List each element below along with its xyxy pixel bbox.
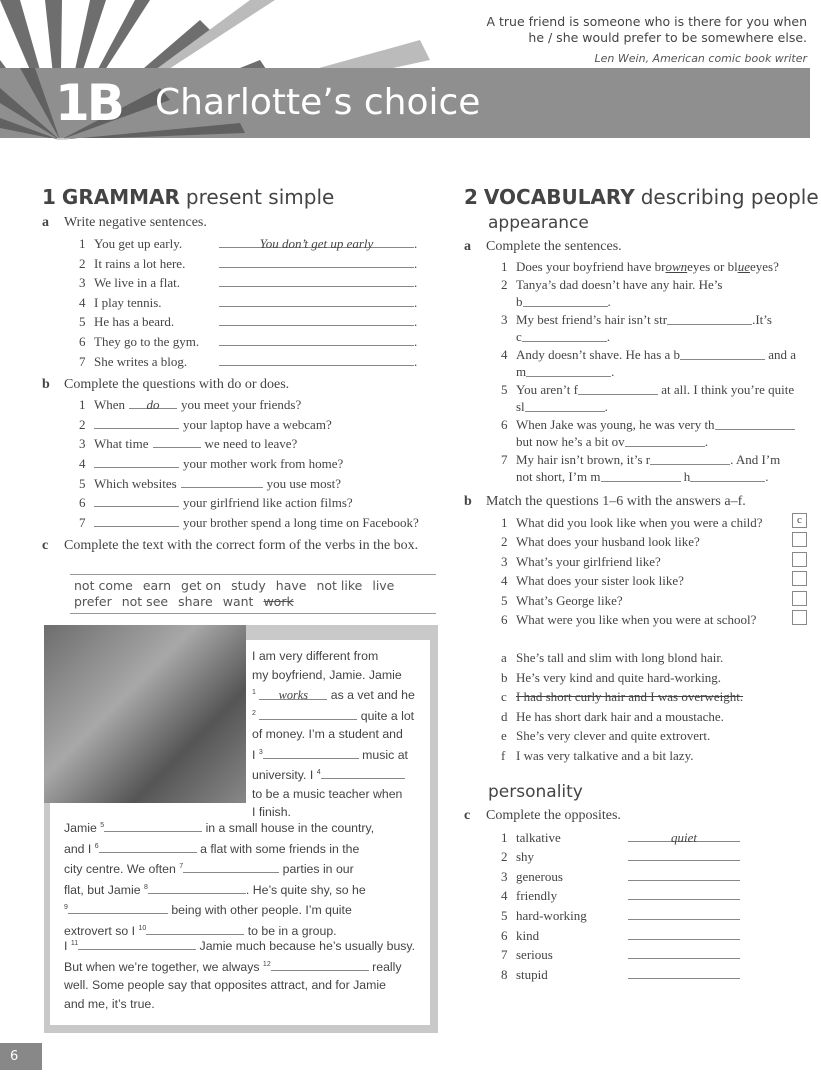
list-item: 3 We live in a flat. . bbox=[42, 273, 442, 293]
exercise-letter: a bbox=[464, 239, 471, 254]
answer-blank[interactable] bbox=[94, 415, 179, 429]
item-text: but now he’s a bit ov bbox=[516, 434, 625, 449]
instruction: Complete the questions with do or does. bbox=[64, 377, 290, 393]
item-text: Does your boyfriend have br bbox=[516, 259, 666, 274]
item-text: you use most? bbox=[266, 475, 342, 491]
item-number: 3 bbox=[501, 868, 508, 884]
item-text: I had short curly hair and I was overweight. bbox=[516, 689, 744, 705]
answer-blank[interactable] bbox=[650, 451, 730, 465]
item-text: When bbox=[94, 397, 126, 413]
answer-blank[interactable] bbox=[628, 906, 740, 920]
answer-blank[interactable] bbox=[525, 398, 605, 412]
item-number: 3 bbox=[501, 553, 508, 569]
story-text: Jamie much because he’s usually busy. bbox=[199, 939, 416, 954]
story-text: in a small house in the country, bbox=[205, 821, 375, 836]
item-number: 7 bbox=[79, 514, 86, 530]
word-option: share bbox=[178, 594, 213, 609]
item-number: 8 bbox=[501, 966, 508, 982]
item-text: We live in a flat. bbox=[94, 275, 180, 291]
answer-blank[interactable] bbox=[219, 293, 414, 307]
list-item bbox=[464, 828, 814, 848]
answer-blank[interactable] bbox=[625, 433, 705, 447]
list-item bbox=[464, 847, 814, 867]
item-text: friendly bbox=[516, 888, 558, 904]
story-text: university. I bbox=[252, 768, 314, 783]
list-item bbox=[464, 648, 814, 668]
list-item bbox=[42, 474, 442, 494]
answer-blank[interactable] bbox=[148, 880, 246, 894]
answer-blank[interactable] bbox=[219, 332, 414, 346]
list-item bbox=[464, 926, 814, 946]
section-title: VOCABULARY bbox=[483, 185, 635, 209]
word-option: study bbox=[231, 578, 266, 593]
story-text: I finish. bbox=[252, 805, 291, 820]
couple-photo bbox=[44, 625, 246, 803]
item-text: Which websites bbox=[94, 475, 177, 491]
item-number: 3 bbox=[501, 311, 508, 327]
answer-blank[interactable] bbox=[271, 957, 369, 971]
list-item bbox=[42, 454, 442, 474]
item-text: eyes? bbox=[749, 259, 779, 274]
item-text: your mother work from home? bbox=[183, 455, 344, 471]
answer-blank[interactable] bbox=[628, 945, 740, 959]
item-text: at all. I think you’re quite bbox=[661, 381, 795, 397]
list-item bbox=[464, 610, 814, 630]
answer-blank[interactable] bbox=[259, 706, 357, 720]
answer-blank[interactable]: works bbox=[259, 686, 327, 700]
item-number: 4 bbox=[79, 294, 86, 310]
quote-author: Len Wein, American comic book writer bbox=[594, 52, 807, 65]
item-number: 5 bbox=[79, 314, 86, 330]
list-item: 4 I play tennis. . bbox=[42, 293, 442, 313]
story-text: I am very different from bbox=[252, 649, 379, 663]
list-item-continuation: c . bbox=[516, 329, 611, 344]
list-item bbox=[42, 434, 442, 454]
item-text: generous bbox=[516, 868, 563, 884]
item-number: 3 bbox=[79, 275, 86, 291]
item-text: h bbox=[683, 469, 691, 484]
page-title: Charlotte’s choice bbox=[155, 82, 481, 123]
list-item bbox=[464, 707, 814, 727]
list-item bbox=[464, 381, 814, 399]
list-item bbox=[464, 346, 814, 364]
item-text: What does your husband look like? bbox=[516, 534, 700, 550]
item-letter: c bbox=[501, 689, 507, 705]
story-text: extrovert so I bbox=[64, 924, 136, 939]
item-number: 4 bbox=[79, 455, 86, 471]
story-text: I bbox=[64, 939, 68, 954]
section-title: GRAMMAR bbox=[61, 185, 180, 209]
story-text: music at bbox=[362, 747, 408, 762]
exercise-letter: c bbox=[464, 807, 471, 823]
story-text: But when we’re together, we always bbox=[64, 959, 260, 974]
item-number: 6 bbox=[79, 495, 86, 511]
instruction: Complete the sentences. bbox=[486, 239, 622, 254]
word-option: earn bbox=[142, 578, 172, 593]
item-text: He has a beard. bbox=[94, 314, 175, 330]
item-text: He has short dark hair and a moustache. bbox=[516, 708, 724, 724]
story-text: quite a lot bbox=[360, 708, 415, 723]
word-option: not come bbox=[74, 578, 133, 593]
answer-blank[interactable] bbox=[94, 454, 179, 468]
answer-checkbox[interactable] bbox=[792, 571, 807, 586]
answer-checkbox[interactable] bbox=[792, 532, 807, 547]
list-item bbox=[464, 532, 814, 552]
section-subtitle: present simple bbox=[185, 185, 335, 209]
item-text: . And I’m bbox=[730, 451, 781, 467]
list-item bbox=[464, 591, 814, 611]
quote-line: he / she would prefer to be somewhere else. bbox=[528, 30, 807, 45]
word-box bbox=[70, 574, 436, 614]
list-item bbox=[464, 746, 814, 766]
instruction: Complete the opposites. bbox=[486, 807, 621, 823]
item-text: eyes or bl bbox=[687, 259, 738, 274]
item-number: 4 bbox=[501, 346, 508, 362]
answer-blank[interactable] bbox=[153, 434, 201, 448]
story-text: Jamie bbox=[64, 821, 97, 836]
list-item-continuation: m . bbox=[516, 364, 615, 379]
item-number: 6 bbox=[501, 927, 508, 943]
list-item: 6 They go to the gym. . bbox=[42, 332, 442, 352]
item-text: Andy doesn’t shave. He has a b bbox=[516, 346, 681, 362]
word-option: live bbox=[372, 578, 395, 593]
story-text: and me, it’s true. bbox=[64, 996, 155, 1011]
item-text: She’s very clever and quite extrovert. bbox=[516, 728, 711, 744]
answer-blank[interactable] bbox=[219, 273, 414, 287]
story-text: well. Some people say that opposites attract, and for Jamie bbox=[64, 978, 386, 993]
item-number: 6 bbox=[79, 333, 86, 349]
item-number: 1 bbox=[501, 259, 508, 274]
story-text: my boyfriend, Jamie. Jamie bbox=[252, 667, 402, 682]
word-option: want bbox=[222, 594, 254, 609]
item-text: My best friend’s hair isn’t str bbox=[516, 311, 668, 327]
exercise-letter: b bbox=[464, 493, 472, 509]
item-text: He’s very kind and quite hard-working. bbox=[516, 669, 722, 685]
section-heading bbox=[464, 185, 819, 209]
item-number: 6 bbox=[501, 612, 508, 628]
list-item bbox=[464, 965, 814, 985]
item-number: 1 bbox=[501, 829, 508, 845]
item-text: She writes a blog. bbox=[94, 353, 188, 369]
list-item: 1 You get up early. You don’t get up early . bbox=[42, 234, 442, 254]
item-text: You get up early. bbox=[94, 236, 183, 251]
item-letter: f bbox=[501, 748, 506, 764]
list-item-continuation: sl . bbox=[516, 399, 608, 414]
item-number: 5 bbox=[501, 381, 508, 397]
item-number: 5 bbox=[79, 475, 86, 491]
story-text: city centre. We often bbox=[64, 862, 176, 877]
answer-blank[interactable] bbox=[680, 346, 765, 360]
item-text: My hair isn’t brown, it’s r bbox=[516, 451, 651, 467]
story-text: flat, but Jamie bbox=[64, 882, 141, 897]
item-text: . bbox=[607, 294, 611, 309]
section-subtitle: describing people bbox=[640, 185, 819, 209]
story-text: a flat with some friends in the bbox=[200, 841, 360, 856]
item-number: 7 bbox=[79, 353, 86, 369]
answer-checkbox[interactable] bbox=[792, 552, 807, 567]
answer-blank[interactable] bbox=[94, 513, 179, 527]
list-item bbox=[464, 906, 814, 926]
answer-blank[interactable] bbox=[628, 867, 740, 881]
answer-blank[interactable] bbox=[146, 921, 244, 935]
item-text: You aren’t f bbox=[516, 381, 578, 397]
item-text: It’s bbox=[755, 311, 772, 327]
item-number: 5 bbox=[501, 908, 508, 923]
word-option: prefer bbox=[74, 594, 112, 609]
list-item: 2 It rains a lot here. . bbox=[42, 254, 442, 274]
item-text: not short, I’m m bbox=[516, 469, 601, 484]
item-text: What were you like when you were at school? bbox=[516, 612, 757, 628]
story-paragraph-2: Jamie $^5$ in a small house in the country, and I $^6$ a flat with some friends in the city centre. We often $^7$ parties in our flat, but Jamie $^8$ . He’s quite shy, so he $^9$ being with other people. I’m quite extrovert so I $^{10}$ to be in a group. bbox=[64, 817, 424, 941]
instruction: Write negative sentences. bbox=[64, 215, 207, 230]
item-text: your brother spend a long time on Facebook? bbox=[183, 514, 419, 530]
answer-blank[interactable] bbox=[68, 900, 168, 914]
list-item: 7 She writes a blog. . bbox=[42, 352, 442, 372]
list-item bbox=[42, 395, 442, 415]
exercise-a bbox=[42, 215, 442, 231]
item-text: I play tennis. bbox=[94, 294, 162, 310]
list-item bbox=[464, 867, 814, 887]
list-item bbox=[464, 945, 814, 965]
item-text: we need to leave? bbox=[204, 436, 298, 452]
item-text: What does your sister look like? bbox=[516, 573, 684, 589]
answer-blank[interactable] bbox=[526, 363, 611, 377]
item-text: I was very talkative and a bit lazy. bbox=[516, 748, 694, 764]
exercise-c bbox=[464, 808, 814, 824]
answer-blank[interactable] bbox=[181, 474, 263, 488]
item-text: kind bbox=[516, 927, 540, 943]
answer-blank[interactable]: quiet bbox=[628, 828, 740, 842]
item-text: sl bbox=[516, 399, 525, 414]
story-text: to be a music teacher when bbox=[252, 786, 403, 801]
list-item: 5 He has a beard. . bbox=[42, 312, 442, 332]
answer-checkbox[interactable]: c bbox=[792, 513, 807, 528]
item-text: c bbox=[516, 329, 522, 344]
list-item bbox=[464, 886, 814, 906]
answer-blank[interactable]: do bbox=[129, 395, 177, 409]
item-number: 5 bbox=[501, 592, 508, 608]
answer-checkbox[interactable] bbox=[792, 591, 807, 606]
item-text: shy bbox=[516, 849, 535, 865]
list-item: 3 My best friend’s hair isn’t str . It’s bbox=[501, 311, 772, 327]
story-text: . He’s quite shy, so he bbox=[245, 882, 366, 897]
answer-blank[interactable] bbox=[578, 381, 658, 395]
list-item bbox=[464, 668, 814, 688]
item-text: hard-working bbox=[516, 908, 587, 923]
answer-blank[interactable] bbox=[219, 254, 414, 268]
word-option: work bbox=[263, 594, 294, 609]
item-text: It rains a lot here. bbox=[94, 255, 186, 271]
answer-blank[interactable] bbox=[628, 886, 740, 900]
item-text: What did you look like when you were a child? bbox=[516, 514, 763, 530]
item-text: Tanya’s dad doesn’t have any hair. He’s bbox=[516, 276, 723, 292]
item-number: 1 bbox=[501, 514, 508, 530]
list-item bbox=[464, 513, 814, 533]
item-text: stupid bbox=[516, 966, 548, 982]
word-option: not like bbox=[316, 578, 363, 593]
item-text: talkative bbox=[516, 829, 561, 845]
story-text: being with other people. I’m quite bbox=[171, 903, 352, 918]
story-text: as a vet and he bbox=[330, 688, 415, 703]
answer-blank[interactable] bbox=[628, 847, 740, 861]
page-number: 6 bbox=[0, 1043, 42, 1070]
answer-blank[interactable] bbox=[628, 965, 740, 979]
answer-blank[interactable] bbox=[523, 293, 608, 307]
item-number: 2 bbox=[501, 276, 508, 292]
item-text: m bbox=[516, 364, 527, 379]
exercise-b bbox=[42, 377, 442, 393]
list-item bbox=[42, 513, 442, 533]
example-answer: ue bbox=[737, 259, 750, 274]
item-text: What’s George like? bbox=[516, 592, 623, 608]
story-text: really bbox=[372, 959, 402, 974]
list-item-continuation: not short, I’m m h . bbox=[516, 469, 769, 484]
item-letter: e bbox=[501, 728, 507, 744]
list-item-continuation: but now he’s a bit ov . bbox=[516, 434, 708, 449]
example-answer: own bbox=[665, 259, 688, 274]
item-number: 7 bbox=[501, 947, 508, 963]
item-text: What’s your girlfriend like? bbox=[516, 553, 661, 569]
story-text: parties in our bbox=[282, 862, 354, 877]
item-letter: d bbox=[501, 708, 508, 724]
exercise-a bbox=[464, 239, 814, 255]
list-item bbox=[464, 258, 814, 276]
answer-checkbox[interactable] bbox=[792, 610, 807, 625]
unit-number: 1B bbox=[55, 74, 122, 132]
item-number: 2 bbox=[79, 416, 86, 432]
answer-blank[interactable] bbox=[94, 493, 179, 507]
item-letter: b bbox=[501, 669, 508, 685]
item-number: 3 bbox=[79, 436, 86, 452]
answer-blank[interactable] bbox=[78, 936, 196, 950]
item-text: What time bbox=[94, 436, 149, 452]
answer-blank[interactable] bbox=[715, 416, 795, 430]
answer-blank[interactable] bbox=[263, 745, 359, 759]
item-number: 4 bbox=[501, 573, 508, 589]
grammar-section bbox=[42, 185, 442, 554]
item-text: your laptop have a webcam? bbox=[183, 416, 332, 432]
item-text: b bbox=[516, 294, 523, 309]
item-number: 2 bbox=[79, 255, 86, 271]
answer-blank[interactable] bbox=[628, 926, 740, 940]
item-text: and a bbox=[768, 346, 797, 362]
answer-blank[interactable] bbox=[321, 765, 405, 779]
item-number: 1 bbox=[79, 397, 86, 413]
section-heading bbox=[42, 185, 442, 209]
item-number: 7 bbox=[501, 451, 508, 467]
exercise-b bbox=[464, 494, 814, 510]
list-item bbox=[464, 416, 814, 434]
exercise-letter: b bbox=[42, 377, 50, 393]
exercise-letter: c bbox=[42, 538, 49, 554]
answer-blank[interactable]: You don’t get up early bbox=[219, 234, 414, 248]
item-text: They go to the gym. bbox=[94, 333, 200, 349]
subheading-appearance: appearance bbox=[488, 213, 589, 233]
subheading-personality: personality bbox=[488, 781, 583, 802]
item-letter: a bbox=[501, 650, 507, 666]
list-item bbox=[42, 493, 442, 513]
answer-blank[interactable] bbox=[690, 468, 765, 482]
item-number: 6 bbox=[501, 416, 508, 432]
answer-blank[interactable] bbox=[219, 312, 414, 326]
answer-blank[interactable] bbox=[522, 328, 607, 342]
story-paragraph-1: I am very different from my boyfriend, Jamie. Jamie $^1$ works as a vet and he $^2$ quite a lot of money. I’m a student and I $^3$ music at university. I $^4$ to be a music teacher when I finish. bbox=[252, 649, 415, 820]
answer-blank[interactable] bbox=[183, 859, 279, 873]
item-text: serious bbox=[516, 947, 553, 963]
answer-blank[interactable] bbox=[104, 818, 202, 832]
vocabulary-section bbox=[464, 185, 819, 984]
list-item-continuation bbox=[464, 293, 814, 311]
story-paragraph-3: I $^{11}$ Jamie much because he’s usually busy. But when we’re together, we always $^{12}$ really well. Some people say that opposites attract, and for Jamie and me, it’s true. bbox=[64, 935, 430, 1013]
answer-blank[interactable] bbox=[667, 311, 752, 325]
exercise-c bbox=[42, 538, 442, 554]
list-item bbox=[464, 451, 814, 469]
item-text: you meet your friends? bbox=[181, 397, 302, 413]
item-text: When Jake was young, he was very th bbox=[516, 416, 715, 432]
answer-blank[interactable] bbox=[601, 468, 681, 482]
item-number: 4 bbox=[501, 888, 508, 904]
story-text: to be in a group. bbox=[247, 924, 337, 939]
list-item bbox=[464, 276, 814, 294]
word-option: have bbox=[275, 578, 307, 593]
section-number: 2 bbox=[464, 185, 478, 209]
answer-blank[interactable] bbox=[99, 839, 197, 853]
item-text: She’s tall and slim with long blond hair. bbox=[516, 650, 724, 666]
item-number: 1 bbox=[79, 236, 86, 251]
word-option: not see bbox=[121, 594, 169, 609]
exercise-letter: a bbox=[42, 215, 49, 230]
item-number: 2 bbox=[501, 534, 508, 550]
story-text: and I bbox=[64, 841, 92, 856]
item-number: 2 bbox=[501, 849, 508, 865]
word-option: get on bbox=[181, 578, 222, 593]
list-item bbox=[464, 552, 814, 572]
list-item bbox=[464, 571, 814, 591]
list-item bbox=[42, 415, 442, 435]
quote-line: A true friend is someone who is there for you when bbox=[486, 14, 807, 29]
story-text: of money. I’m a student and bbox=[252, 727, 403, 742]
quote bbox=[486, 14, 807, 67]
instruction: Match the questions 1–6 with the answers a–f. bbox=[486, 493, 746, 509]
list-item bbox=[464, 726, 814, 746]
answer-blank[interactable] bbox=[219, 352, 414, 366]
list-item bbox=[464, 687, 814, 707]
section-number: 1 bbox=[42, 185, 56, 209]
instruction: Complete the text with the correct form of the verbs in the box. bbox=[64, 538, 419, 554]
item-text: your girlfriend like action films? bbox=[183, 495, 353, 511]
